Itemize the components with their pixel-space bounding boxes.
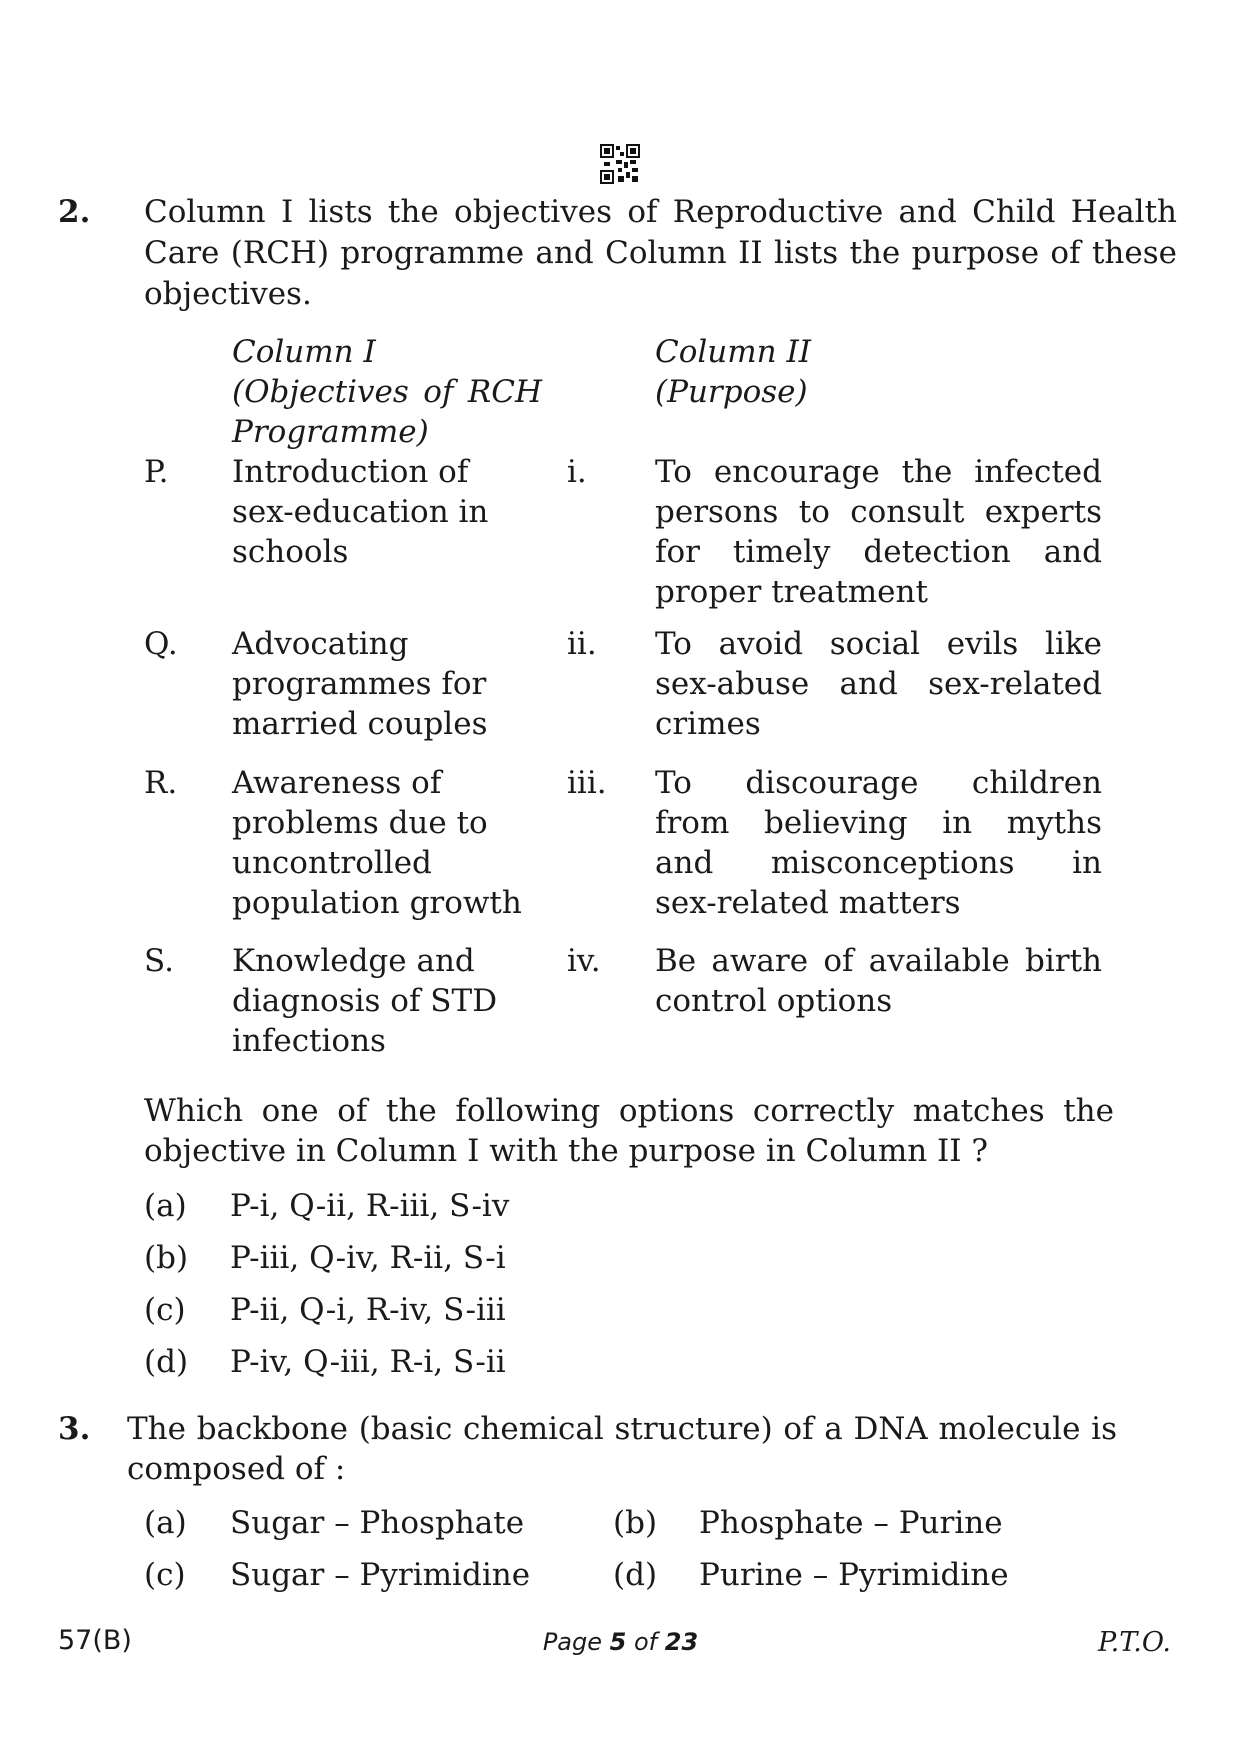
row-s-objective-line-2: diagnosis of STD xyxy=(232,983,498,1019)
row-r-objective-line-2: problems due to xyxy=(232,805,488,841)
q2-option-c-letter[interactable]: (c) xyxy=(144,1292,186,1328)
pto-label: P.T.O. xyxy=(1097,1627,1171,1658)
row-i-purpose-line-2: persons to consult experts xyxy=(655,494,1102,530)
row-i-purpose-line-1: To encourage the infected xyxy=(655,454,1102,490)
row-q-objective-line-2: programmes for xyxy=(232,666,487,702)
q3-option-b-text[interactable]: Phosphate – Purine xyxy=(699,1505,1003,1541)
page-total: 23 xyxy=(664,1628,699,1656)
qr-code-icon xyxy=(600,144,640,184)
q2-option-a-text[interactable]: P-i, Q-ii, R-iii, S-iv xyxy=(230,1188,510,1224)
row-r-objective-line-1: Awareness of xyxy=(232,765,442,801)
page-prefix: Page xyxy=(542,1628,602,1656)
row-iii-purpose-line-4: sex-related matters xyxy=(655,885,961,921)
row-iv-label: iv. xyxy=(567,943,601,979)
q2-option-d-text[interactable]: P-iv, Q-iii, R-i, S-ii xyxy=(230,1344,506,1380)
row-ii-purpose-line-2: sex-abuse and sex-related xyxy=(655,666,1102,702)
row-q-objective-line-3: married couples xyxy=(232,706,488,742)
row-iv-purpose-line-1: Be aware of available birth xyxy=(655,943,1102,979)
row-s-objective-line-1: Knowledge and xyxy=(232,943,475,979)
q2-option-c-text[interactable]: P-ii, Q-i, R-iv, S-iii xyxy=(230,1292,506,1328)
q3-option-b-letter[interactable]: (b) xyxy=(613,1505,658,1541)
row-p-objective-line-2: sex-education in xyxy=(232,494,489,530)
q2-option-a-letter[interactable]: (a) xyxy=(144,1188,187,1224)
row-ii-purpose-line-3: crimes xyxy=(655,706,761,742)
q3-option-c-text[interactable]: Sugar – Pyrimidine xyxy=(230,1557,531,1593)
question-2-number: 2. xyxy=(58,194,91,230)
q3-option-c-letter[interactable]: (c) xyxy=(144,1557,186,1593)
q2-option-b-text[interactable]: P-iii, Q-iv, R-ii, S-i xyxy=(230,1240,506,1276)
question-2-prompt-line-1: Which one of the following options correctly matches the xyxy=(144,1093,1114,1129)
row-p-label: P. xyxy=(144,454,169,490)
row-i-purpose-line-4: proper treatment xyxy=(655,574,928,610)
column-1-header-line-2: (Objectives of RCH xyxy=(232,374,542,410)
row-iv-purpose-line-2: control options xyxy=(655,983,893,1019)
q3-option-a-text[interactable]: Sugar – Phosphate xyxy=(230,1505,525,1541)
question-2-intro-line-1: Column I lists the objectives of Reproductive and Child Health xyxy=(144,194,1177,230)
row-p-objective-line-1: Introduction of xyxy=(232,454,469,490)
row-iii-label: iii. xyxy=(567,765,607,801)
row-q-objective-line-1: Advocating xyxy=(232,626,409,662)
row-iii-purpose-line-1: To discourage children xyxy=(655,765,1102,801)
row-r-label: R. xyxy=(144,765,178,801)
question-2-intro-line-2: Care (RCH) programme and Column II lists the purpose of these xyxy=(144,235,1177,271)
page-of: of xyxy=(633,1628,658,1656)
q3-option-d-letter[interactable]: (d) xyxy=(613,1557,658,1593)
question-3-stem-line-2: composed of : xyxy=(127,1451,346,1487)
page-number xyxy=(0,1628,1241,1656)
question-2-prompt-line-2: objective in Column I with the purpose in Column II ? xyxy=(144,1133,988,1169)
q3-option-d-text[interactable]: Purine – Pyrimidine xyxy=(699,1557,1009,1593)
question-2-intro-line-3: objectives. xyxy=(144,276,312,312)
column-2-header-title: Column II xyxy=(655,334,811,370)
question-3-stem-line-1: The backbone (basic chemical structure) of a DNA molecule is xyxy=(127,1411,1117,1447)
row-i-purpose-line-3: for timely detection and xyxy=(655,534,1102,570)
column-1-header-line-3: Programme) xyxy=(232,414,429,450)
row-ii-label: ii. xyxy=(567,626,597,662)
row-i-label: i. xyxy=(567,454,587,490)
question-3-number: 3. xyxy=(58,1411,91,1447)
row-ii-purpose-line-1: To avoid social evils like xyxy=(655,626,1102,662)
q2-option-d-letter[interactable]: (d) xyxy=(144,1344,189,1380)
page-current: 5 xyxy=(609,1628,627,1656)
row-iii-purpose-line-2: from believing in myths xyxy=(655,805,1102,841)
column-2-header-line-2: (Purpose) xyxy=(655,374,808,410)
row-iii-purpose-line-3: and misconceptions in xyxy=(655,845,1102,881)
q2-option-b-letter[interactable]: (b) xyxy=(144,1240,189,1276)
row-q-label: Q. xyxy=(144,626,178,662)
row-s-objective-line-3: infections xyxy=(232,1023,386,1059)
column-1-header-title: Column I xyxy=(232,334,376,370)
paper-code: 57(B) xyxy=(58,1625,132,1656)
row-r-objective-line-3: uncontrolled xyxy=(232,845,432,881)
row-s-label: S. xyxy=(144,943,174,979)
q3-option-a-letter[interactable]: (a) xyxy=(144,1505,187,1541)
row-r-objective-line-4: population growth xyxy=(232,885,522,921)
row-p-objective-line-3: schools xyxy=(232,534,349,570)
